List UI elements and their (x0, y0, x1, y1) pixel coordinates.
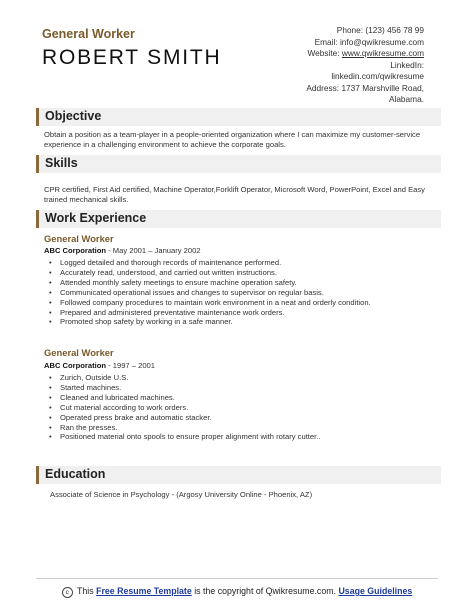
contact-email (306, 37, 424, 49)
list-item: • Cut material according to work orders. (44, 403, 320, 413)
usage-guidelines-link[interactable]: Usage Guidelines (338, 586, 413, 596)
contact-linkedin-value: linkedin.com/qwikresume (331, 71, 424, 81)
job-1-company-line (44, 246, 201, 255)
job-2-dates: - 1997 – 2001 (106, 361, 155, 370)
list-item: • Promoted shop safety by working in a safe manner. (44, 317, 371, 327)
phone-label: Phone: (336, 25, 364, 35)
list-item: • Accurately read, understood, and carried out written instructions. (44, 268, 371, 278)
list-item: • Cleaned and lubricated machines. (44, 393, 320, 403)
contact-website (306, 48, 424, 60)
website-label: Website: (307, 48, 340, 58)
list-item: • Positioned material onto spools to ensure proper alignment with rotary cutter.. (44, 432, 320, 442)
list-item: • Attended monthly safety meetings to ensure machine operation safety. (44, 278, 371, 288)
list-item: • Prepared and administered preventative maintenance work orders. (44, 308, 371, 318)
skills-section-header (36, 155, 441, 173)
job-2-bullets (44, 373, 320, 442)
contact-block (306, 25, 424, 106)
contact-address-line2: Alabama. (388, 94, 424, 104)
list-item: • Ran the presses. (44, 423, 320, 433)
footer (0, 585, 474, 598)
email-value: info@qwikresume.com (339, 36, 424, 47)
website-link[interactable]: www.qwikresume.com (341, 48, 424, 58)
education-entry: Associate of Science in Psychology - (Argosy University Online - Phoenix, AZ) (50, 490, 313, 499)
email-label: Email: (314, 36, 338, 47)
list-item: • Communicated operational issues and changes to supervisor on regular basis. (44, 288, 371, 298)
contact-address (306, 83, 424, 95)
list-item: • Logged detailed and thorough records of maintenance performed. (44, 258, 371, 268)
contact-linkedin-label: LinkedIn: (390, 59, 424, 70)
contact-phone (306, 25, 424, 37)
skills-heading: Skills (45, 156, 78, 170)
experience-section-header (36, 210, 441, 228)
free-resume-template-link[interactable]: Free Resume Template (96, 586, 192, 596)
skills-text: CPR certified, First Aid certified, Machine Operator,Forklift Operator, Microsoft Word, PowerPoint, Excel and Easy trained mechanical skills. (44, 185, 425, 205)
job-2-company-line (44, 361, 155, 370)
job-1-dates: - May 2001 – January 2002 (106, 246, 201, 255)
phone-value: (123) 456 78 99 (365, 25, 424, 35)
objective-heading: Objective (45, 109, 102, 123)
address-line1: 1737 Marshville Road, (341, 82, 424, 93)
education-section-header (36, 466, 441, 484)
list-item: • Zurich, Outside U.S. (44, 373, 320, 383)
education-heading: Education (45, 467, 106, 481)
experience-heading: Work Experience (45, 211, 147, 225)
footer-middle-text: is the copyright of Qwikresume.com. (194, 586, 336, 596)
candidate-name: ROBERT SMITH (42, 46, 222, 69)
job-1-bullets (44, 258, 371, 327)
footer-divider (36, 578, 438, 579)
address-label: Address: (306, 82, 340, 93)
objective-section-header (36, 108, 441, 126)
footer-prefix: This (77, 586, 94, 596)
objective-text: Obtain a position as a team-player in a people-oriented organization where I can maximize my customer-service experience in a challenging environment to achieve the corporate goals. (44, 130, 421, 150)
list-item: • Started machines. (44, 383, 320, 393)
job-2-company: ABC Corporation (44, 361, 107, 370)
job-1-title: General Worker (44, 233, 114, 244)
header-job-title: General Worker (42, 27, 135, 41)
list-item: • Followed company procedures to maintain work environment in a neat and orderly condition. (44, 298, 371, 308)
copyright-icon: c (62, 587, 73, 598)
job-1-company: ABC Corporation (44, 246, 107, 255)
job-2-title: General Worker (44, 347, 114, 358)
list-item: • Operated press brake and automatic stacker. (44, 413, 320, 423)
